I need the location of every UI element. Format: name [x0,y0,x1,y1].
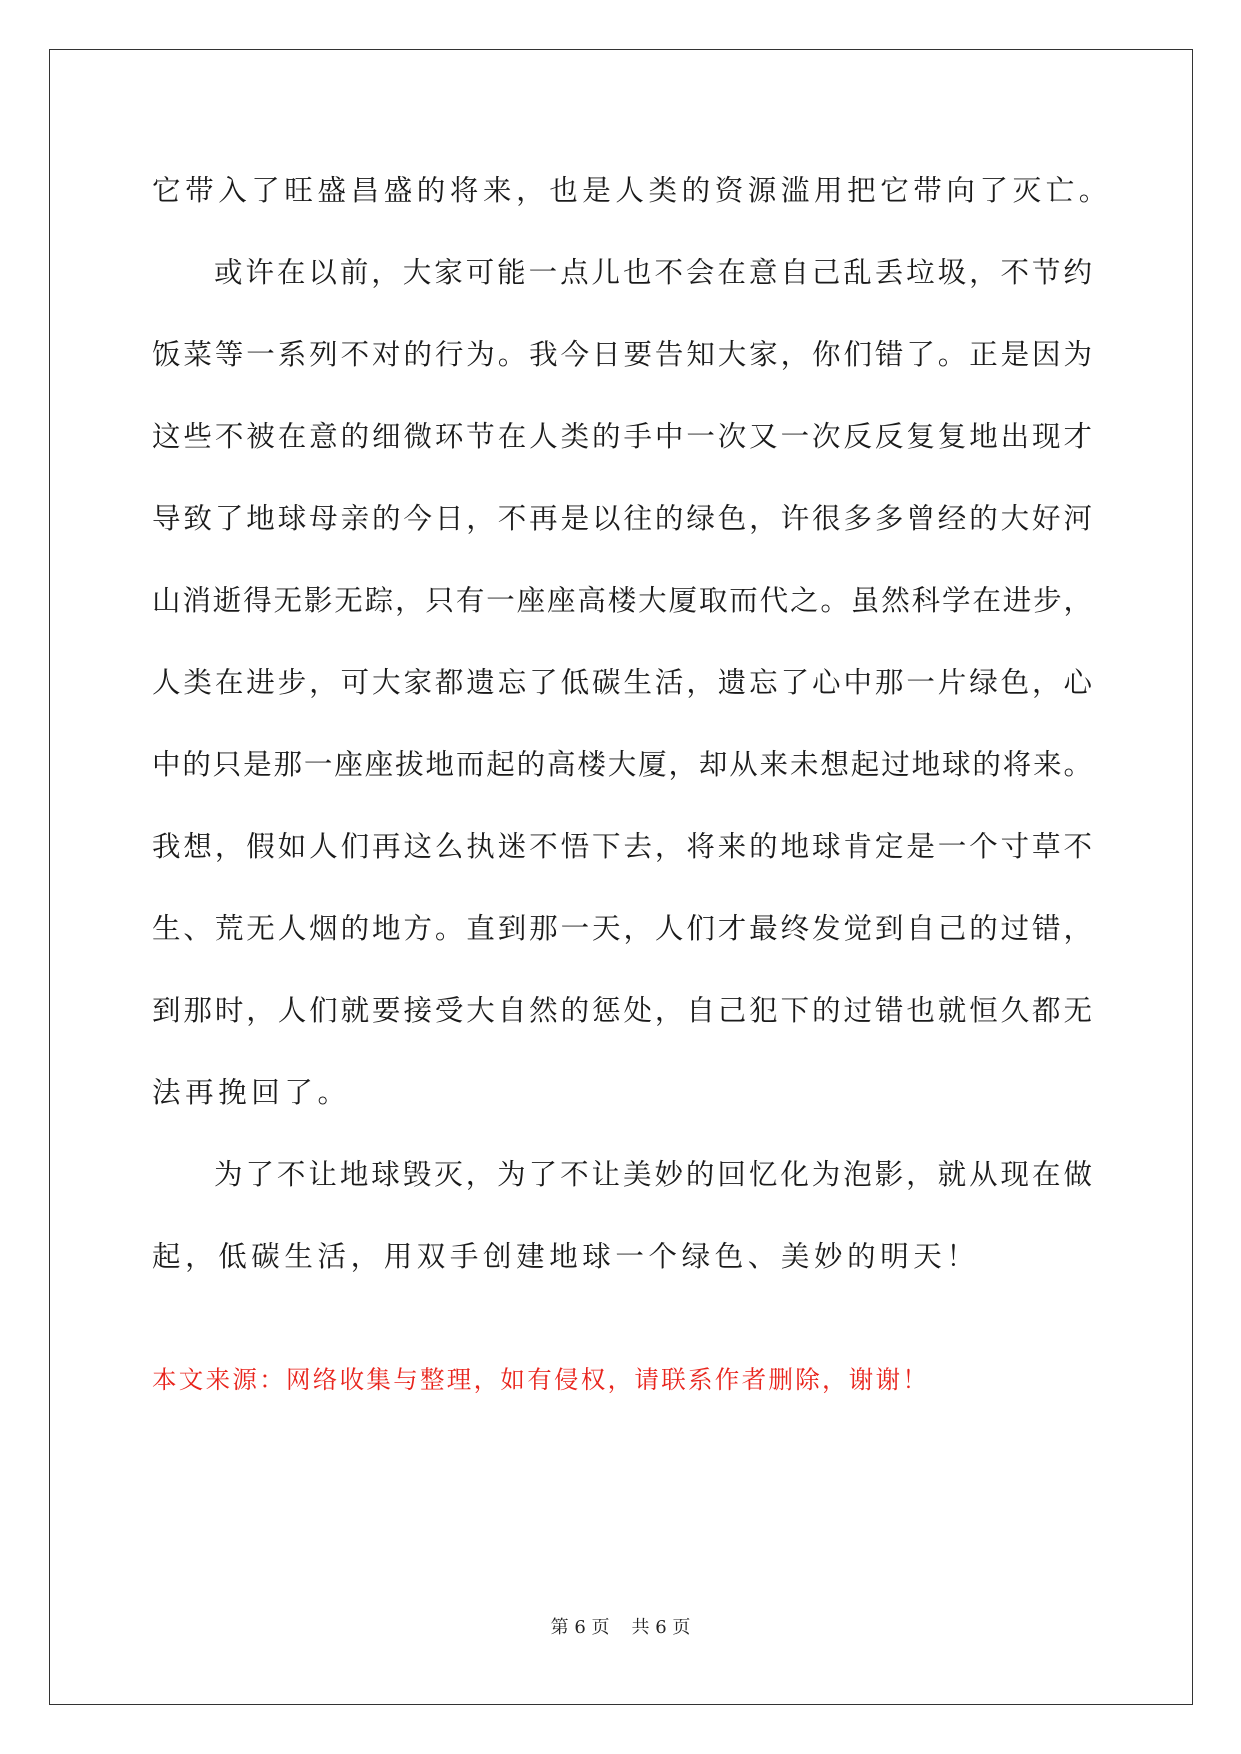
text-line: 到那时，人们就要接受大自然的惩处，自己犯下的过错也就恒久都无 [152,994,1092,1027]
page-number: 第 6 页 [550,1617,610,1638]
text-line: 导致了地球母亲的今日，不再是以往的绿色，许很多多曾经的大好河 [152,502,1092,535]
source-note: 本文来源：网络收集与整理，如有侵权，请联系作者删除，谢谢！ [152,1365,930,1394]
text-line: 或许在以前，大家可能一点儿也不会在意自己乱丢垃圾，不节约 [214,256,1092,289]
text-line: 中的只是那一座座拔地而起的高楼大厦，却从来未想起过地球的将来。 [152,748,1092,781]
text-line: 为了不让地球毁灭，为了不让美妙的回忆化为泡影，就从现在做 [214,1158,1092,1191]
text-line: 饭菜等一系列不对的行为。我今日要告知大家，你们错了。正是因为 [152,338,1092,371]
document-body [152,150,1112,1298]
text-line: 它带入了旺盛昌盛的将来，也是人类的资源滥用把它带向了灭亡。 [152,174,1112,207]
text-line: 人类在进步，可大家都遗忘了低碳生活，遗忘了心中那一片绿色，心 [152,666,1092,699]
text-line: 生、荒无人烟的地方。直到那一天，人们才最终发觉到自己的过错， [152,912,1092,945]
text-line: 这些不被在意的细微环节在人类的手中一次又一次反反复复地出现才 [152,420,1092,453]
page-total: 共 6 页 [631,1617,691,1638]
text-line: 我想，假如人们再这么执迷不悟下去，将来的地球肯定是一个寸草不 [152,830,1092,863]
text-line: 山消逝得无影无踪，只有一座座高楼大厦取而代之。虽然科学在进步， [152,584,1092,617]
page-footer [0,1616,1241,1640]
text-line: 起，低碳生活，用双手创建地球一个绿色、美妙的明天！ [152,1240,980,1273]
text-line: 法再挽回了。 [152,1076,351,1109]
